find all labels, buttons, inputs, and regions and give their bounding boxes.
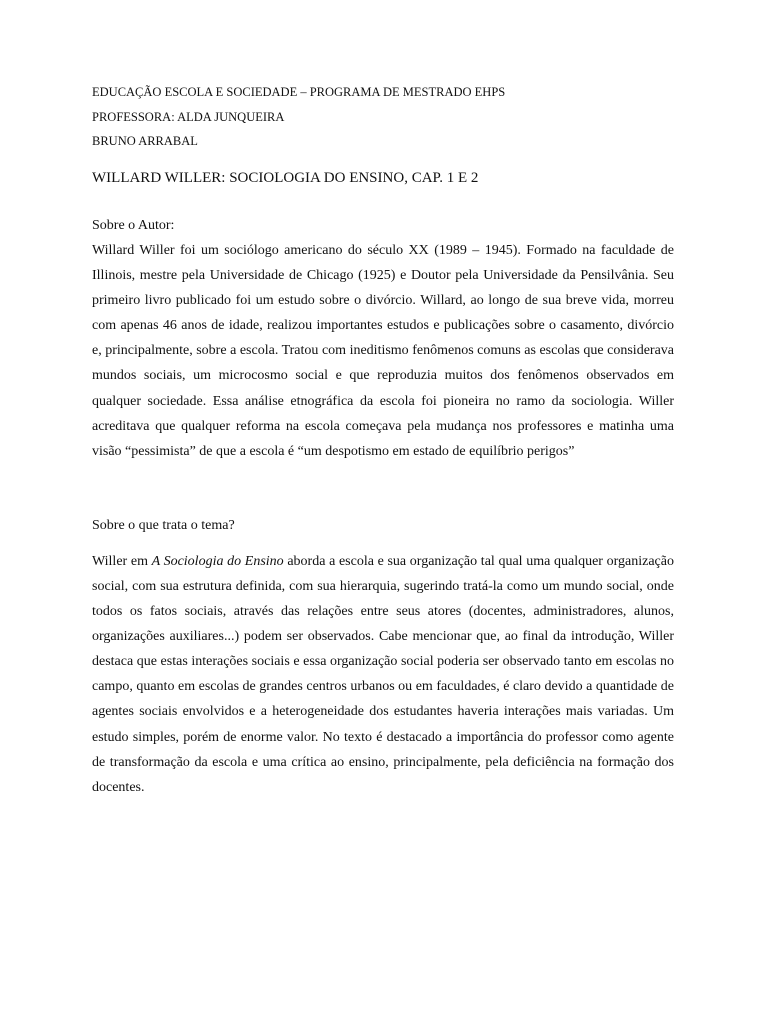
topic-paragraph-intro: Willer em — [92, 553, 152, 569]
header-program: EDUCAÇÃO ESCOLA E SOCIEDADE – PROGRAMA DE MESTRADO EHPS — [92, 85, 506, 99]
topic-section-paragraph — [92, 549, 674, 800]
book-title-italic: A Sociologia do Ensino — [151, 553, 284, 569]
topic-section-heading: Sobre o que trata o tema? — [92, 517, 235, 533]
header-author: BRUNO ARRABAL — [92, 134, 198, 148]
author-section-paragraph: Willard Willer foi um sociólogo americano do século XX (1989 – 1945). Formado na faculdade de Illinois, mestre pela Universidade de Chicago (1925) e Doutor pela Universidade da Pensilvânia. Seu primeiro livro publicado foi um estudo sobre o divórcio. Willard, ao longo de sua breve vida, morreu com apenas 46 anos de idade, realizou importantes estudos e publicações sobre o casamento, divórcio e, principalmente, sobre a escola. Tratou com ineditismo fenômenos comuns as escolas que considerava mundos sociais, um microcosmo social e que reproduzia muitos dos fenômenos observados em qualquer sociedade. Essa análise etnográfica da escola foi pioneira no ramo da sociologia. Willer acreditava que qualquer reforma na escola começava pela mudança nos professores e matinha uma visão “pessimista” de que a escola é “um despotismo em estado de equilíbrio perigos” — [92, 243, 674, 459]
author-section-heading: Sobre o Autor: — [92, 218, 175, 233]
document-title: WILLARD WILLER: SOCIOLOGIA DO ENSINO, CAP. 1 E 2 — [92, 170, 479, 186]
topic-paragraph-rest: aborda a escola e sua organização tal qual uma qualquer organização social, com sua estrutura definida, com sua hierarquia, sugerindo tratá-la como um mundo social, onde todos os fatos sociais, através das relações entre seus atores (docentes, administradores, alunos, organizações auxiliares...) podem ser observados. Cabe mencionar que, ao final da introdução, Willer destaca que estas interações sociais e essa organização social poderia ser observado tanto em escolas no campo, quanto em escolas de grandes centros urbanos ou em faculdades, é claro devido a quantidade de agentes sociais envolvidos e a heterogeneidade dos estudantes haveria interações mais variadas. Um estudo simples, porém de enorme valor. No texto é destacado a importância do professor como agente de transformação da escola e uma crítica ao ensino, principalmente, pela deficiência na formação dos docentes. — [92, 553, 674, 795]
header-professor: PROFESSORA: ALDA JUNQUEIRA — [92, 109, 285, 124]
document-page — [92, 84, 674, 800]
